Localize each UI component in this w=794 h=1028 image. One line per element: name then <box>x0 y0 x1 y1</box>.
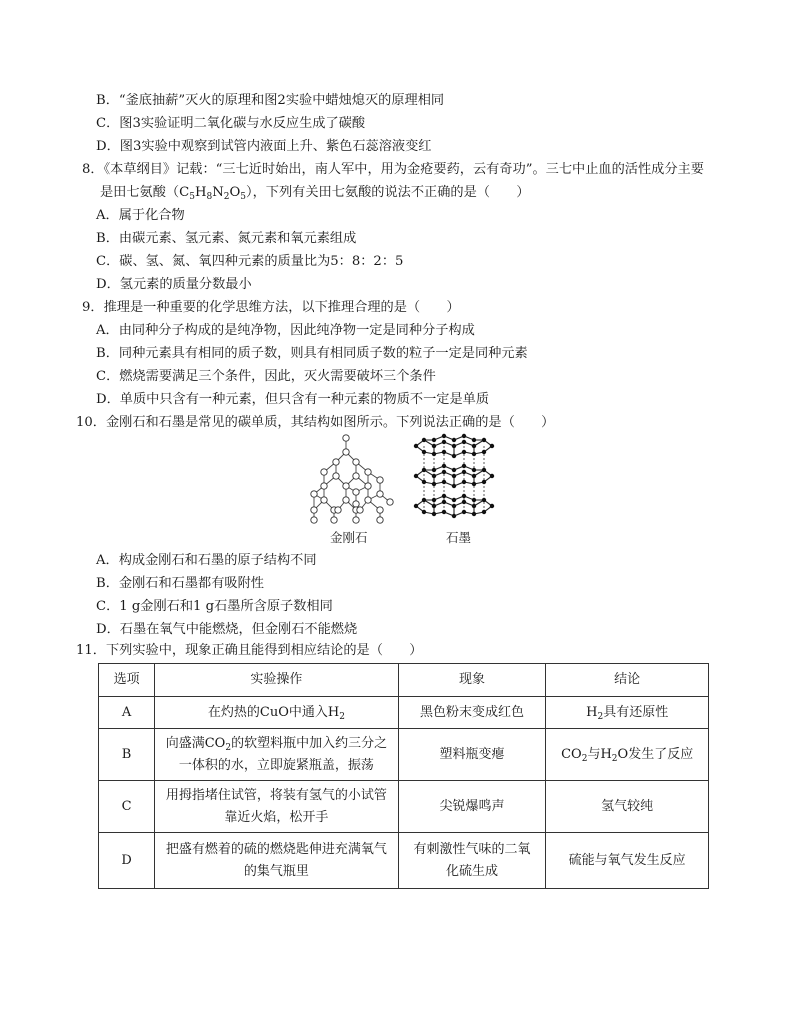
q7-option-c: C．图3实验证明二氧化碳与水反应生成了碳酸 <box>96 116 366 131</box>
row-a-phenomenon: 黑色粉末变成红色 <box>398 697 546 729</box>
carbon-structure-figure <box>298 432 508 547</box>
q10-option-a: A．构成金刚石和石墨的原子结构不同 <box>96 553 317 568</box>
header-conclusion: 结论 <box>546 664 709 697</box>
row-a-option: A <box>99 697 155 729</box>
row-b-conclusion: $CO_2$与$H_2O$发生了反应 <box>546 729 709 781</box>
table-row <box>99 833 709 889</box>
q10-stem: 10．金刚石和石墨是常见的碳单质，其结构如图所示。下列说法正确的是（ ） <box>76 415 555 430</box>
q10-option-c: C．1 g金刚石和1 g石墨所含原子数相同 <box>96 599 333 614</box>
row-d-operation: 把盛有燃着的硫的燃烧匙伸进充满氧气 的集气瓶里 <box>155 833 398 889</box>
row-d-option: D <box>99 833 155 889</box>
header-phenomenon: 现象 <box>398 664 546 697</box>
header-option: 选项 <box>99 664 155 697</box>
row-b-operation: 向盛满$CO_2$的软塑料瓶中加入约三分之 一体积的水，立即旋紧瓶盖，振荡 <box>155 729 398 781</box>
row-c-operation: 用拇指堵住试管，将装有氢气的小试管 靠近火焰，松开手 <box>155 781 398 833</box>
experiment-table <box>98 663 709 889</box>
q9-option-b: B．同种元素具有相同的质子数，则具有相同质子数的粒子一定是同种元素 <box>96 346 528 361</box>
q9-option-c: C．燃烧需要满足三个条件，因此，灭火需要破坏三个条件 <box>96 369 436 384</box>
q8-option-c: C．碳、氢、氮、氧四种元素的质量比为5：8：2：5 <box>96 254 404 269</box>
row-c-option: C <box>99 781 155 833</box>
graphite-structure-diagram <box>410 432 498 524</box>
graphite-caption: 石墨 <box>446 530 472 545</box>
table-row <box>99 729 709 781</box>
row-d-conclusion: 硫能与氧气发生反应 <box>546 833 709 889</box>
q8-option-b: B．由碳元素、氢元素、氮元素和氧元素组成 <box>96 231 357 246</box>
q8-stem-line1: 8．《本草纲目》记载：“三七近时始出，南人军中，用为金疮要药，云有奇功”。三七中止血的活性成分主要 <box>82 162 704 177</box>
q8-option-d: D．氢元素的质量分数最小 <box>96 277 252 292</box>
diamond-structure-diagram <box>298 432 398 524</box>
q7-option-b: B．“釜底抽薪”灭火的原理和图2实验中蜡烛熄灭的原理相同 <box>96 93 445 108</box>
q8-option-a: A．属于化合物 <box>96 208 185 223</box>
row-c-phenomenon: 尖锐爆鸣声 <box>398 781 546 833</box>
q9-option-a: A．由同种分子构成的是纯净物，因此纯净物一定是同种分子构成 <box>96 323 475 338</box>
q10-option-d: D．石墨在氧气中能燃烧，但金刚石不能燃烧 <box>96 622 358 637</box>
row-b-option: B <box>99 729 155 781</box>
q9-stem: 9．推理是一种重要的化学思维方法，以下推理合理的是（ ） <box>82 300 460 315</box>
row-b-phenomenon: 塑料瓶变瘪 <box>398 729 546 781</box>
q11-stem: 11．下列实验中，现象正确且能得到相应结论的是（ ） <box>76 643 423 658</box>
q9-option-d: D．单质中只含有一种元素，但只含有一种元素的物质不一定是单质 <box>96 392 490 407</box>
diamond-caption: 金刚石 <box>330 530 368 545</box>
row-a-conclusion: $H_2$具有还原性 <box>546 697 709 729</box>
q7-option-d: D．图3实验中观察到试管内液面上升、紫色石蕊溶液变红 <box>96 139 432 154</box>
header-operation: 实验操作 <box>155 664 398 697</box>
table-row <box>99 697 709 729</box>
q10-option-b: B．金刚石和石墨都有吸附性 <box>96 576 264 591</box>
row-c-conclusion: 氢气较纯 <box>546 781 709 833</box>
table-header-row <box>99 664 709 697</box>
row-a-operation: 在灼热的CuO中通入$H_2$ <box>155 697 398 729</box>
q8-stem-line2: 是田七氨酸$(C_5H_8N_2O_5)$，下列有关田七氨酸的说法不正确的是（ ） <box>100 185 530 202</box>
row-d-phenomenon: 有刺激性气味的二氧 化硫生成 <box>398 833 546 889</box>
table-row <box>99 781 709 833</box>
